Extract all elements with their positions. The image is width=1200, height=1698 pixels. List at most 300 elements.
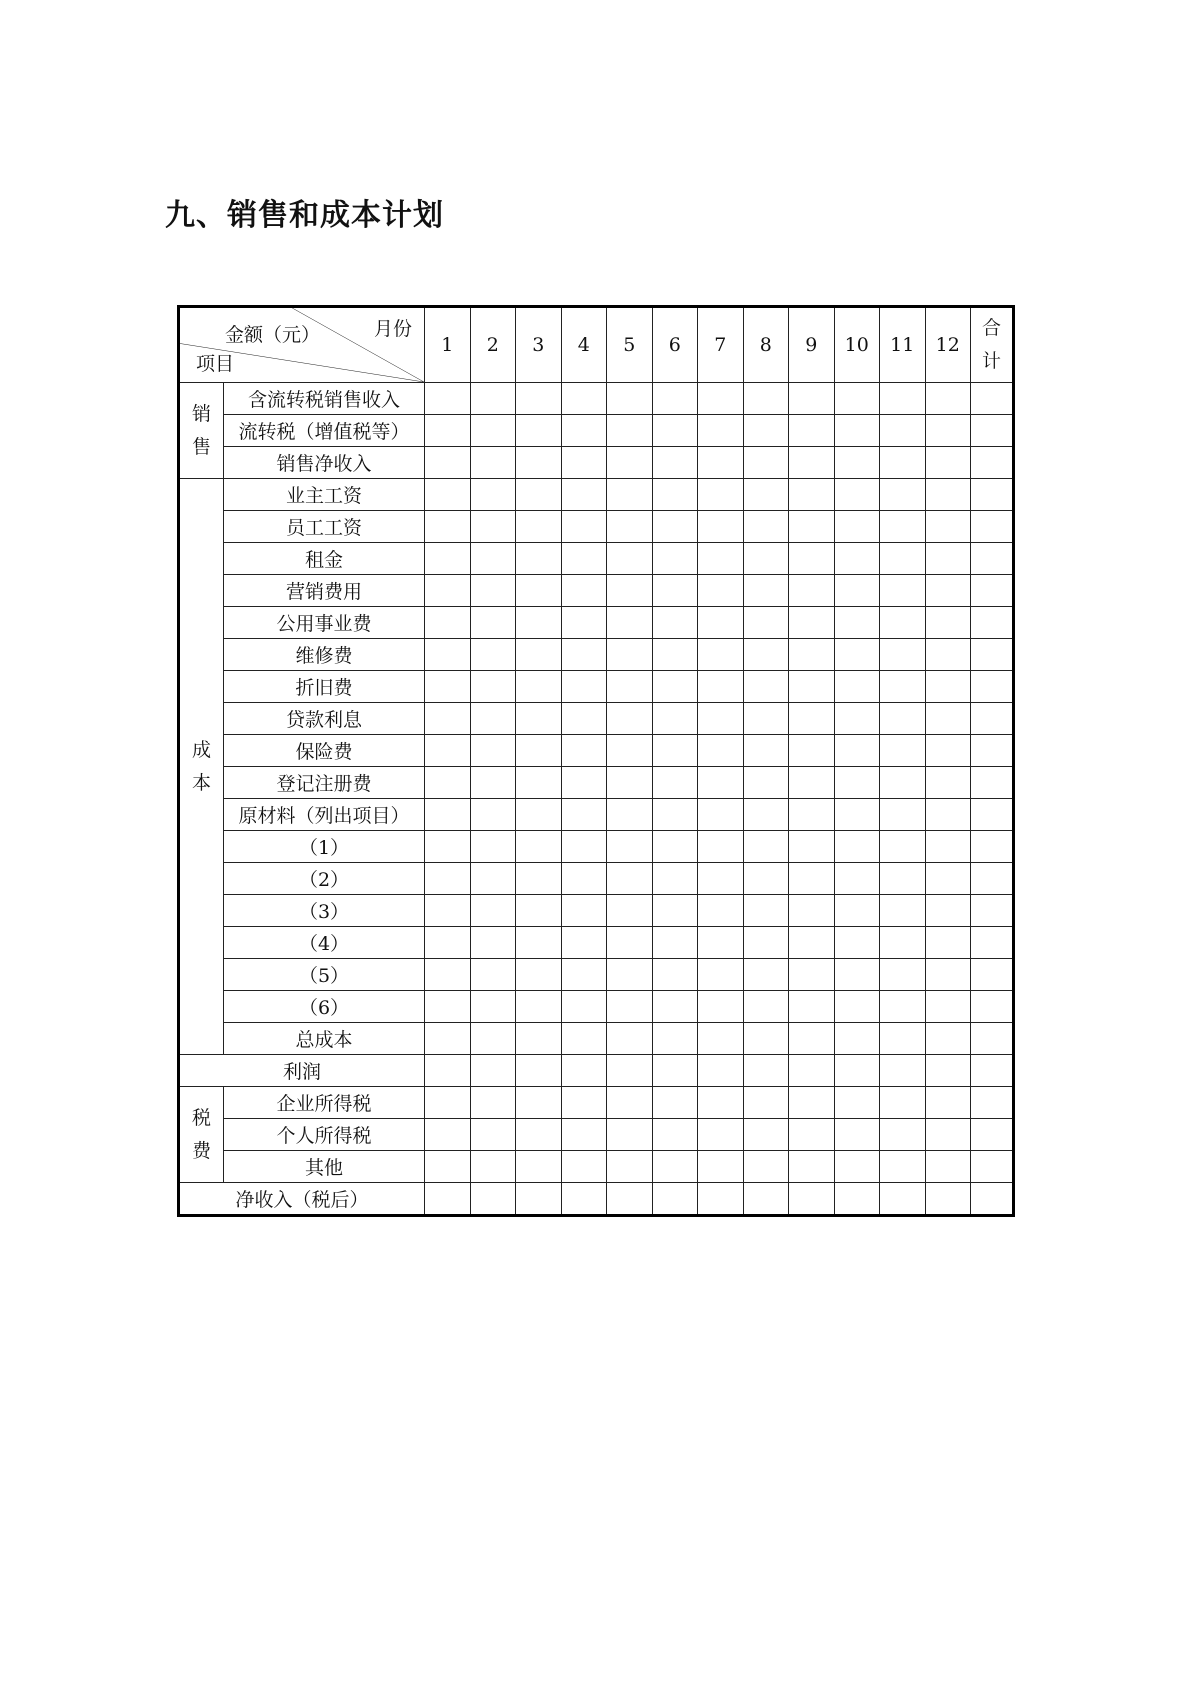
total-header [971,307,1014,383]
value-cell [789,735,835,767]
value-cell [743,863,789,895]
value-cell [789,479,835,511]
row-label: 租金 [224,543,425,575]
row-label: （5） [224,959,425,991]
value-cell [561,959,607,991]
value-cell [425,543,471,575]
value-cell [743,927,789,959]
value-cell [834,895,880,927]
month-header: 5 [607,307,653,383]
value-cell [789,991,835,1023]
table-row [179,1087,1014,1119]
row-label: （1） [224,831,425,863]
value-cell [880,607,926,639]
value-cell [470,575,516,607]
value-cell [516,703,562,735]
value-cell [880,479,926,511]
value-cell [425,799,471,831]
value-cell [607,831,653,863]
value-cell [698,607,744,639]
value-cell [880,735,926,767]
value-cell [516,959,562,991]
month-label: 月份 [373,318,412,340]
value-cell [425,415,471,447]
value-cell [743,991,789,1023]
value-cell [789,1183,835,1216]
value-cell [652,479,698,511]
table-row [179,607,1014,639]
value-cell [698,799,744,831]
table-row [179,575,1014,607]
value-cell [561,1151,607,1183]
value-cell [789,1119,835,1151]
value-cell [789,831,835,863]
month-header: 1 [425,307,471,383]
row-label: 净收入（税后） [179,1183,425,1216]
value-cell [561,895,607,927]
value-cell [425,863,471,895]
value-cell [698,1087,744,1119]
value-cell [698,511,744,543]
value-cell [789,671,835,703]
value-cell [698,959,744,991]
value-cell [834,607,880,639]
value-cell [470,895,516,927]
month-header: 12 [925,307,971,383]
value-cell [607,479,653,511]
table-row [179,991,1014,1023]
row-label: 其他 [224,1151,425,1183]
value-cell [834,703,880,735]
value-cell [561,1055,607,1087]
value-cell [470,447,516,479]
value-cell [561,735,607,767]
month-header: 4 [561,307,607,383]
value-cell [425,927,471,959]
value-cell [925,735,971,767]
value-cell [607,415,653,447]
value-cell [607,703,653,735]
value-cell [789,607,835,639]
row-label: 贷款利息 [224,703,425,735]
value-cell [925,447,971,479]
value-cell [743,1119,789,1151]
value-cell [743,415,789,447]
value-cell [516,639,562,671]
value-cell [834,415,880,447]
total-cell [971,639,1014,671]
value-cell [607,1119,653,1151]
value-cell [925,1151,971,1183]
value-cell [470,511,516,543]
month-header: 9 [789,307,835,383]
value-cell [834,1183,880,1216]
value-cell [516,1055,562,1087]
value-cell [607,447,653,479]
value-cell [834,959,880,991]
value-cell [925,639,971,671]
total-cell [971,1023,1014,1055]
value-cell [743,799,789,831]
table-row [179,959,1014,991]
table-row [179,543,1014,575]
value-cell [425,1087,471,1119]
value-cell [698,479,744,511]
value-cell [880,831,926,863]
value-cell [834,1119,880,1151]
total-cell [971,415,1014,447]
amount-label: 金额（元） [225,324,321,346]
value-cell [425,447,471,479]
value-cell [652,959,698,991]
value-cell [425,671,471,703]
value-cell [516,1023,562,1055]
value-cell [652,863,698,895]
value-cell [561,607,607,639]
value-cell [470,927,516,959]
value-cell [561,383,607,415]
value-cell [425,479,471,511]
row-label: 总成本 [224,1023,425,1055]
value-cell [834,447,880,479]
row-label: （2） [224,863,425,895]
value-cell [834,511,880,543]
value-cell [880,639,926,671]
value-cell [607,1151,653,1183]
value-cell [880,1119,926,1151]
value-cell [789,895,835,927]
table-row [179,1055,1014,1087]
value-cell [789,639,835,671]
value-cell [516,383,562,415]
total-cell [971,607,1014,639]
value-cell [470,1023,516,1055]
value-cell [743,639,789,671]
value-cell [516,1183,562,1216]
value-cell [880,383,926,415]
value-cell [925,767,971,799]
value-cell [743,1183,789,1216]
value-cell [789,863,835,895]
value-cell [698,1151,744,1183]
value-cell [743,1087,789,1119]
table-row [179,1119,1014,1151]
value-cell [834,831,880,863]
value-cell [698,831,744,863]
value-cell [834,383,880,415]
value-cell [607,799,653,831]
sales-cost-plan-table [177,305,1015,1217]
value-cell [470,639,516,671]
value-cell [425,895,471,927]
value-cell [880,991,926,1023]
value-cell [561,639,607,671]
value-cell [470,383,516,415]
row-label: 营销费用 [224,575,425,607]
value-cell [743,1151,789,1183]
value-cell [789,511,835,543]
table-row [179,863,1014,895]
value-cell [698,543,744,575]
value-cell [834,671,880,703]
value-cell [561,1087,607,1119]
value-cell [925,1183,971,1216]
value-cell [516,863,562,895]
total-cell [971,703,1014,735]
value-cell [652,511,698,543]
total-cell [971,799,1014,831]
value-cell [561,671,607,703]
value-cell [925,831,971,863]
value-cell [925,895,971,927]
row-label: （6） [224,991,425,1023]
value-cell [561,543,607,575]
value-cell [652,1087,698,1119]
row-label: 利润 [179,1055,425,1087]
total-cell [971,863,1014,895]
row-label: 折旧费 [224,671,425,703]
value-cell [880,1151,926,1183]
value-cell [743,831,789,863]
value-cell [607,959,653,991]
value-cell [880,415,926,447]
value-cell [880,1023,926,1055]
group-label: 成本 [191,738,211,794]
value-cell [925,959,971,991]
value-cell [470,607,516,639]
value-cell [652,895,698,927]
table-row [179,831,1014,863]
table-row [179,1183,1014,1216]
total-cell [971,1055,1014,1087]
value-cell [425,639,471,671]
value-cell [516,479,562,511]
month-header: 6 [652,307,698,383]
value-cell [561,1023,607,1055]
value-cell [743,735,789,767]
total-cell [971,543,1014,575]
value-cell [652,735,698,767]
value-cell [516,767,562,799]
value-cell [561,1119,607,1151]
value-cell [470,991,516,1023]
table-row [179,383,1014,415]
value-cell [425,959,471,991]
value-cell [698,735,744,767]
value-cell [789,927,835,959]
value-cell [743,575,789,607]
value-cell [834,1023,880,1055]
value-cell [925,703,971,735]
value-cell [880,703,926,735]
total-cell [971,1183,1014,1216]
value-cell [516,1087,562,1119]
value-cell [652,639,698,671]
row-label: （4） [224,927,425,959]
value-cell [470,479,516,511]
value-cell [516,799,562,831]
value-cell [425,575,471,607]
value-cell [789,415,835,447]
value-cell [652,991,698,1023]
value-cell [470,703,516,735]
value-cell [561,767,607,799]
value-cell [925,671,971,703]
total-cell [971,1087,1014,1119]
value-cell [425,1151,471,1183]
value-cell [561,703,607,735]
total-cell [971,479,1014,511]
value-cell [516,607,562,639]
row-label: 业主工资 [224,479,425,511]
group-label: 销售 [191,402,211,458]
value-cell [652,927,698,959]
value-cell [561,575,607,607]
value-cell [743,607,789,639]
value-cell [470,543,516,575]
value-cell [834,735,880,767]
value-cell [743,511,789,543]
table-row [179,511,1014,543]
value-cell [652,831,698,863]
value-cell [925,863,971,895]
value-cell [789,703,835,735]
value-cell [607,1087,653,1119]
value-cell [834,799,880,831]
total-cell [971,447,1014,479]
value-cell [607,895,653,927]
value-cell [925,511,971,543]
value-cell [607,383,653,415]
value-cell [834,927,880,959]
value-cell [834,1087,880,1119]
table-row [179,927,1014,959]
value-cell [470,1183,516,1216]
value-cell [789,575,835,607]
value-cell [698,415,744,447]
value-cell [880,959,926,991]
value-cell [743,543,789,575]
value-cell [789,1151,835,1183]
value-cell [880,863,926,895]
value-cell [561,415,607,447]
total-cell [971,991,1014,1023]
value-cell [607,1055,653,1087]
value-cell [834,1151,880,1183]
value-cell [516,415,562,447]
value-cell [561,831,607,863]
value-cell [516,927,562,959]
table-row [179,1023,1014,1055]
table-row [179,767,1014,799]
value-cell [834,479,880,511]
value-cell [698,767,744,799]
value-cell [425,383,471,415]
value-cell [789,447,835,479]
table-row [179,479,1014,511]
group-label-cell [179,479,224,1055]
month-header: 8 [743,307,789,383]
value-cell [925,927,971,959]
total-cell [971,927,1014,959]
value-cell [607,991,653,1023]
row-label: 含流转税销售收入 [224,383,425,415]
group-label-cell [179,383,224,479]
value-cell [607,1023,653,1055]
value-cell [516,831,562,863]
header-row [179,307,1014,383]
value-cell [470,1151,516,1183]
value-cell [789,383,835,415]
value-cell [425,831,471,863]
value-cell [425,1055,471,1087]
value-cell [652,703,698,735]
value-cell [516,511,562,543]
value-cell [880,799,926,831]
total-cell [971,671,1014,703]
value-cell [698,383,744,415]
total-cell [971,511,1014,543]
value-cell [561,447,607,479]
value-cell [925,1055,971,1087]
total-cell [971,895,1014,927]
value-cell [652,415,698,447]
row-label: 登记注册费 [224,767,425,799]
value-cell [743,703,789,735]
value-cell [698,863,744,895]
value-cell [880,1183,926,1216]
value-cell [698,991,744,1023]
row-label: 维修费 [224,639,425,671]
value-cell [561,1183,607,1216]
diagonal-header-cell [179,307,425,383]
month-header: 2 [470,307,516,383]
value-cell [698,895,744,927]
value-cell [743,671,789,703]
total-cell [971,383,1014,415]
value-cell [425,511,471,543]
value-cell [652,543,698,575]
table-row [179,703,1014,735]
value-cell [561,511,607,543]
item-label: 项目 [196,353,235,375]
value-cell [607,511,653,543]
value-cell [743,1055,789,1087]
value-cell [470,767,516,799]
value-cell [834,1055,880,1087]
value-cell [698,639,744,671]
value-cell [925,1087,971,1119]
value-cell [925,607,971,639]
value-cell [880,1055,926,1087]
value-cell [607,863,653,895]
value-cell [743,383,789,415]
value-cell [652,1119,698,1151]
value-cell [698,671,744,703]
value-cell [925,991,971,1023]
value-cell [652,671,698,703]
value-cell [743,959,789,991]
value-cell [880,767,926,799]
month-header: 10 [834,307,880,383]
value-cell [880,511,926,543]
value-cell [516,895,562,927]
value-cell [607,671,653,703]
value-cell [607,927,653,959]
value-cell [652,607,698,639]
value-cell [743,767,789,799]
total-cell [971,735,1014,767]
